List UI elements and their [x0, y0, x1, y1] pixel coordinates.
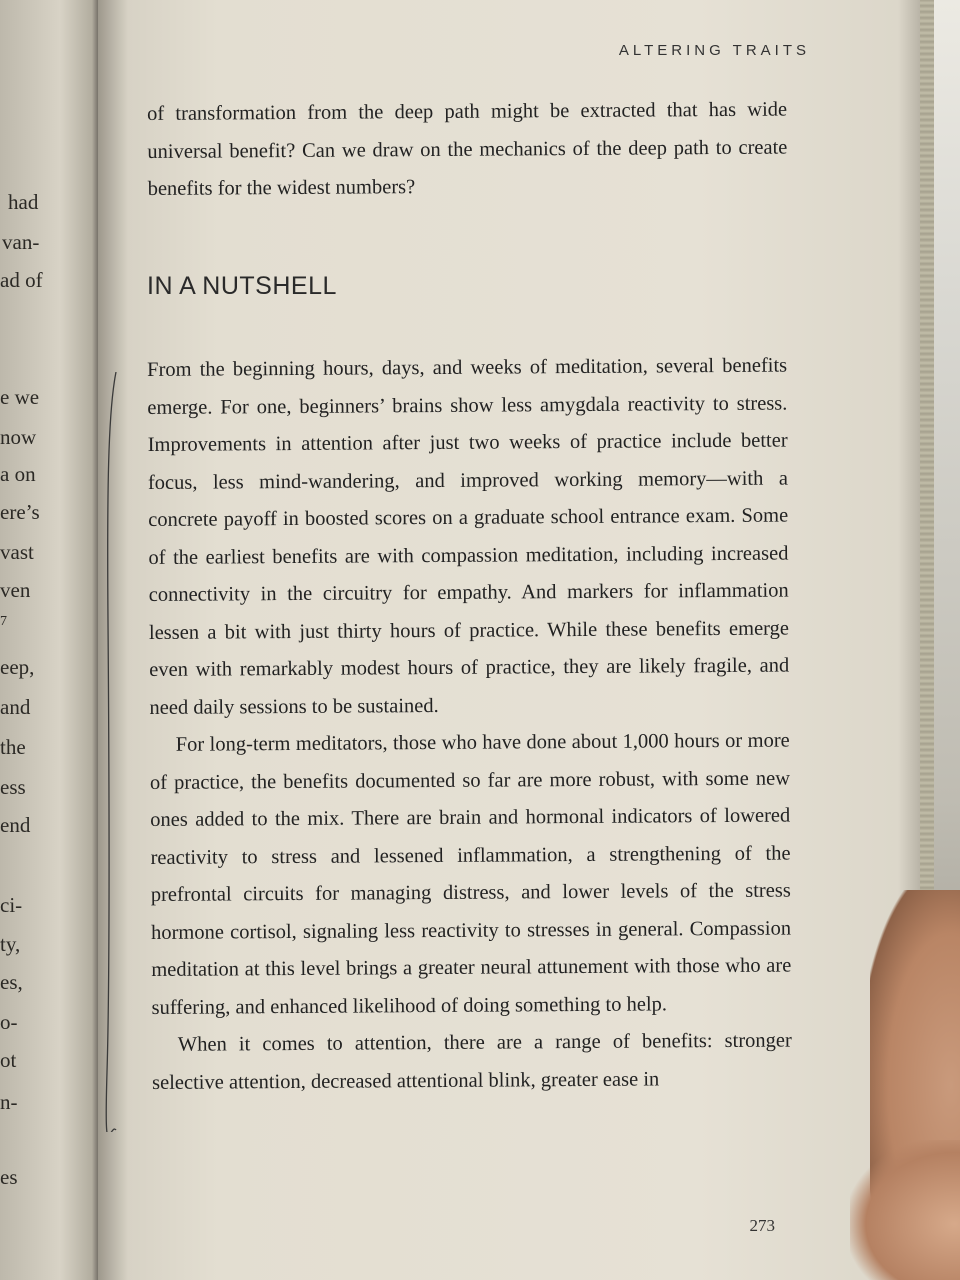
left-page-fragment: ty, — [0, 932, 21, 956]
nutshell-body — [147, 348, 792, 1102]
left-page-fragment: 7 — [0, 614, 7, 629]
left-page-fragment: n- — [0, 1090, 18, 1114]
left-page-fragment: eep, — [0, 655, 35, 679]
left-page-fragment: es — [0, 1165, 18, 1189]
left-page-fragment: had — [8, 190, 39, 214]
left-page-fragment: ad of — [0, 268, 43, 292]
left-page-fragment: the — [0, 735, 26, 759]
paragraph: When it comes to attention, there are a range of benefits: stronger selective attention, decreased attentional blink, greater ease in — [152, 1029, 792, 1094]
section-heading: IN A NUTSHELL — [147, 272, 337, 300]
page-number: 273 — [749, 1216, 775, 1235]
left-page-fragment: ere’s — [0, 500, 40, 524]
left-page-fragment: o- — [0, 1010, 18, 1034]
left-page-fragment: now — [0, 425, 37, 449]
left-page — [0, 0, 98, 1280]
left-page-fragment: a on — [0, 462, 36, 486]
thumb-lower — [850, 1140, 960, 1280]
left-page-fragment: ot — [0, 1048, 17, 1072]
left-page-fragment: vast — [0, 540, 34, 564]
paragraph: From the beginning hours, days, and weeks of meditation, several benefits emerge. For one, beginners’ brains show less amygdala reactivity to stress. Improvements in attention after just two weeks of practice include better focus, less mind-wandering, and improved working memory—with a concrete payoff in boosted scores on a graduate school entrance exam. Some of the earliest benefits are with compassion meditation, including increased connectivity in the circuitry for empathy. And markers for inflammation lessen a bit with just thirty hours of practice. While these benefits emerge even with remarkably modest hours of practice, they are likely fragile, and need daily sessions to be sustained. — [147, 354, 790, 719]
left-page-fragment: e we — [0, 385, 40, 409]
left-page-fragment: van- — [2, 230, 40, 254]
left-page-fragment: end — [0, 813, 31, 837]
left-page-fragment: and — [0, 695, 31, 719]
paragraph: For long-term meditators, those who have done about 1,000 hours or more of practice, the benefits documented so far are more robust, with some new ones added to the mix. There are brain and hormonal indicators of lowered reactivity to stress and lessened inflammation, a strengthening of the prefrontal circuits for managing distress, and lower levels of the stress hormone cortisol, signaling less reactivity to stresses in general. Compassion meditation at this level brings a greater neural attunement with those who are suffering, and enhanced likelihood of doing something to help. — [149, 729, 792, 1019]
left-page-fragment: ven — [0, 578, 31, 602]
left-page-fragment: ess — [0, 775, 26, 799]
pencil-margin-line — [104, 372, 118, 1132]
left-page-fragment: es, — [0, 970, 23, 994]
left-page-fragment: ci- — [0, 893, 23, 917]
paragraph: of transformation from the deep path might be extracted that has wide universal benefit? Can we draw on the mechanics of the deep path to create benefits for the widest numbers? — [147, 98, 788, 200]
intro-paragraph — [147, 92, 788, 209]
running-head: ALTERING TRAITS — [618, 42, 810, 59]
